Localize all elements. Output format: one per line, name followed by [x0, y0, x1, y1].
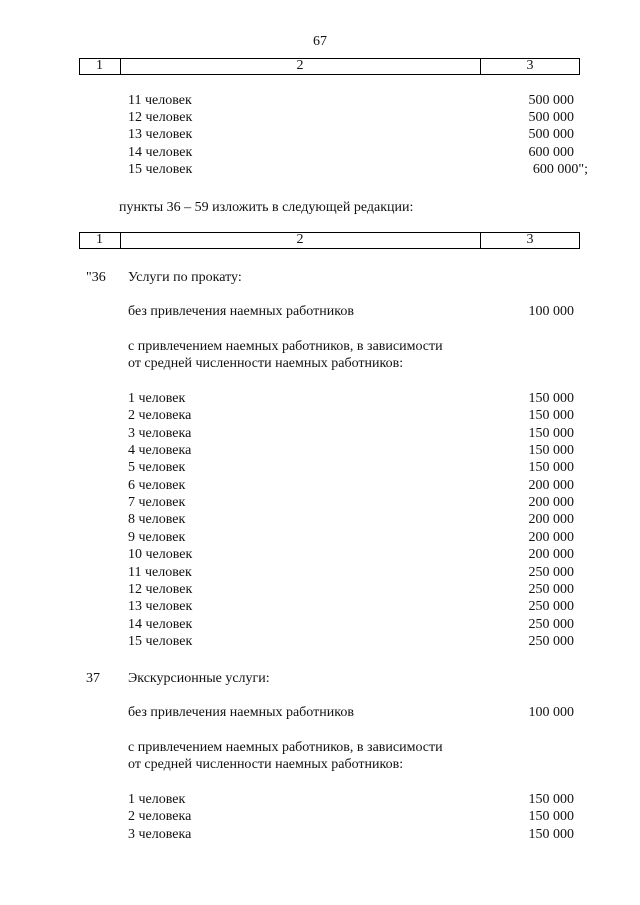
row-label: 10 человек: [128, 547, 193, 562]
row-amount: 250 000: [528, 582, 574, 597]
row-label: 15 человек: [128, 162, 193, 177]
page-number: 67: [313, 34, 327, 49]
row-amount: 250 000: [528, 565, 574, 580]
row-label: 7 человек: [128, 495, 186, 510]
section-title: Экскурсионные услуги:: [128, 671, 270, 686]
instruction-text: пункты 36 – 59 изложить в следующей редакции:: [119, 200, 414, 215]
with-hire-line-2: от средней численности наемных работников:: [128, 356, 404, 371]
row-amount: 100 000: [528, 705, 574, 720]
table-row: [0, 390, 640, 407]
row-amount: 250 000: [528, 617, 574, 632]
table-row: [0, 144, 640, 161]
column-3-header: 3: [526, 232, 534, 247]
row-amount: 600 000";: [532, 162, 588, 177]
row-label: 2 человека: [128, 408, 192, 423]
row-label: без привлечения наемных работников: [128, 304, 354, 319]
table-row: [0, 109, 640, 126]
row-amount: 150 000: [528, 809, 574, 824]
row-label: 13 человек: [128, 127, 193, 142]
row-label: 12 человек: [128, 110, 193, 125]
row-amount: 150 000: [528, 443, 574, 458]
table-row: [0, 581, 640, 598]
column-3-header: 3: [526, 58, 534, 73]
table-row: [0, 529, 640, 546]
table-row: [0, 425, 640, 442]
row-label: 11 человек: [128, 565, 192, 580]
table-row: [0, 616, 640, 633]
table-column-header: [79, 58, 580, 75]
row-amount: 200 000: [528, 495, 574, 510]
row-label: 1 человек: [128, 391, 186, 406]
row-amount: 200 000: [528, 530, 574, 545]
row-amount: 500 000: [528, 127, 574, 142]
table-row: [0, 161, 640, 178]
row-amount: 250 000: [528, 599, 574, 614]
row-label: 3 человека: [128, 426, 192, 441]
row-amount: 200 000: [528, 547, 574, 562]
table-row: [0, 459, 640, 476]
row-amount: 250 000: [528, 634, 574, 649]
table-row: [0, 494, 640, 511]
row-amount: 150 000: [528, 426, 574, 441]
table-row: [0, 511, 640, 528]
no-hire-row: [0, 704, 640, 721]
row-label: 1 человек: [128, 792, 186, 807]
table-row: [0, 808, 640, 825]
with-hire-line-2: от средней численности наемных работников:: [128, 757, 404, 772]
row-amount: 150 000: [528, 827, 574, 842]
row-label: 11 человек: [128, 93, 192, 108]
table-row: [0, 826, 640, 843]
row-label: 3 человека: [128, 827, 192, 842]
row-label: 2 человека: [128, 809, 192, 824]
table-row: [0, 92, 640, 109]
row-amount: 150 000: [528, 792, 574, 807]
row-amount: 100 000: [528, 304, 574, 319]
row-amount: 500 000: [528, 93, 574, 108]
table-row: [0, 546, 640, 563]
no-hire-row: [0, 303, 640, 320]
table-row: [0, 633, 640, 650]
section-title: Услуги по прокату:: [128, 270, 242, 285]
column-2-header: 2: [296, 232, 304, 247]
row-label: 4 человека: [128, 443, 192, 458]
table-row: [0, 791, 640, 808]
with-hire-line-1: с привлечением наемных работников, в зависимости: [128, 740, 443, 755]
row-label: 15 человек: [128, 634, 193, 649]
table-row: [0, 407, 640, 424]
column-2-header: 2: [296, 58, 304, 73]
column-1-header: 1: [96, 58, 103, 73]
row-label: 8 человек: [128, 512, 186, 527]
with-hire-line-1: с привлечением наемных работников, в зависимости: [128, 339, 443, 354]
section-number: 37: [86, 671, 100, 686]
table-row: [0, 477, 640, 494]
table-column-header: [79, 232, 580, 249]
row-label: 12 человек: [128, 582, 193, 597]
section-number: "36: [86, 270, 106, 285]
row-label: 14 человек: [128, 617, 193, 632]
table-row: [0, 598, 640, 615]
row-label: 9 человек: [128, 530, 186, 545]
row-label: без привлечения наемных работников: [128, 705, 354, 720]
row-amount: 200 000: [528, 512, 574, 527]
row-label: 13 человек: [128, 599, 193, 614]
row-label: 6 человек: [128, 478, 186, 493]
table-row: [0, 442, 640, 459]
row-amount: 600 000: [528, 145, 574, 160]
table-row: [0, 126, 640, 143]
column-1-header: 1: [96, 232, 103, 247]
row-label: 5 человек: [128, 460, 186, 475]
row-amount: 150 000: [528, 391, 574, 406]
row-label: 14 человек: [128, 145, 193, 160]
row-amount: 150 000: [528, 408, 574, 423]
table-row: [0, 564, 640, 581]
row-amount: 500 000: [528, 110, 574, 125]
row-amount: 150 000: [528, 460, 574, 475]
row-amount: 200 000: [528, 478, 574, 493]
